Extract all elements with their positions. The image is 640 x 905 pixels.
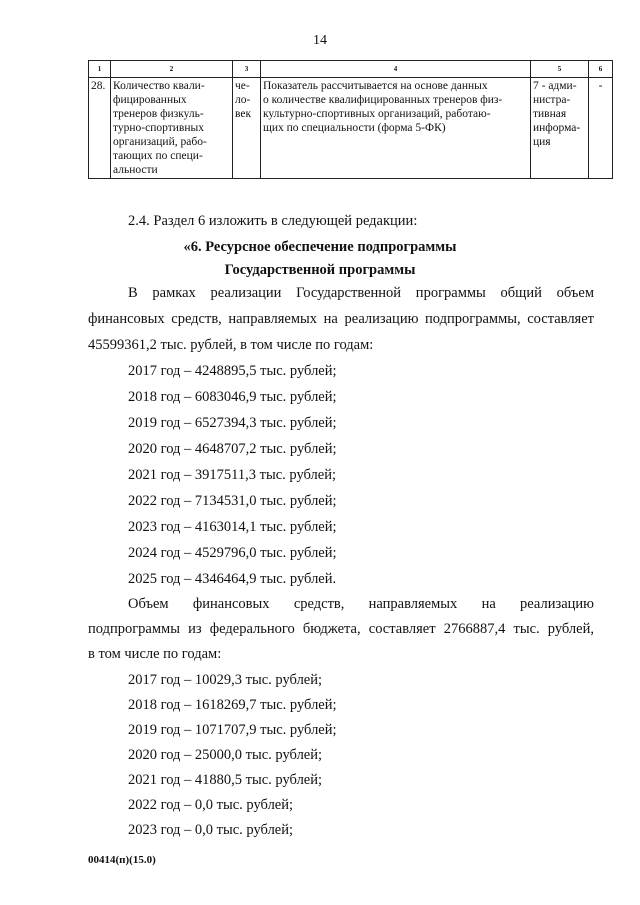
table-header-cell: 1 <box>89 61 111 78</box>
paragraph-line: подпрограммы из федерального бюджета, составляет 2766887,4 тыс. рублей, <box>88 621 594 637</box>
cell-line: ло- <box>235 94 251 106</box>
cell-line: век <box>235 108 252 120</box>
cell-line: альности <box>113 164 158 176</box>
cell-line: информа- <box>533 122 581 134</box>
section-heading: «6. Ресурсное обеспечение подпрограммы <box>183 239 457 255</box>
year-line: 2018 год – 6083046,9 тыс. рублей; <box>128 389 337 405</box>
unit-cell <box>233 78 261 179</box>
year-line: 2019 год – 6527394,3 тыс. рублей; <box>128 415 337 431</box>
cell-line: турно-спортивных <box>113 122 204 134</box>
year-line: 2024 год – 4529796,0 тыс. рублей; <box>128 545 337 561</box>
indicators-table <box>88 60 613 179</box>
year-line: 2017 год – 10029,3 тыс. рублей; <box>128 672 323 688</box>
method-cell <box>261 78 531 179</box>
cell-line: тающих по специ- <box>113 150 203 162</box>
year-line: 2021 год – 41880,5 тыс. рублей; <box>128 772 323 788</box>
paragraph-line: в том числе по годам: <box>88 646 222 662</box>
cell-line: нистра- <box>533 94 571 106</box>
cell-line: о количестве квалифицированных тренеров физ- <box>263 94 503 106</box>
year-line: 2021 год – 3917511,3 тыс. рублей; <box>128 467 336 483</box>
source-cell <box>531 78 589 179</box>
cell-line: фицированных <box>113 94 187 106</box>
year-line: 2023 год – 4163014,1 тыс. рублей; <box>128 519 337 535</box>
table-header-cell: 2 <box>111 61 233 78</box>
cell-line: тивная <box>533 108 567 120</box>
year-line: 2020 год – 4648707,2 тыс. рублей; <box>128 441 337 457</box>
table-header-row <box>89 61 613 78</box>
page-number: 14 <box>313 33 327 48</box>
cell-line: Показатель рассчитывается на основе данных <box>263 80 488 92</box>
year-line: 2020 год – 25000,0 тыс. рублей; <box>128 747 323 763</box>
cell-line: тренеров физкуль- <box>113 108 204 120</box>
paragraph-line: Объем финансовых средств, направляемых на реализацию <box>128 596 594 612</box>
cell-line: организаций, рабо- <box>113 136 207 148</box>
paragraph-line: 45599361,2 тыс. рублей, в том числе по годам: <box>88 337 374 353</box>
col6-cell: - <box>589 78 613 179</box>
year-line: 2025 год – 4346464,9 тыс. рублей. <box>128 571 337 587</box>
year-line: 2023 год – 0,0 тыс. рублей; <box>128 822 294 838</box>
paragraph-line: финансовых средств, направляемых на реализацию подпрограммы, составляет <box>88 311 594 327</box>
table-header-cell: 5 <box>531 61 589 78</box>
cell-line: ция <box>533 136 551 148</box>
cell-line: че- <box>235 80 250 92</box>
paragraph-line: В рамках реализации Государственной программы общий объем <box>128 285 594 301</box>
cell-line: щих по специальности (форма 5-ФК) <box>263 122 446 134</box>
section-heading: Государственной программы <box>224 262 416 278</box>
year-line: 2017 год – 4248895,5 тыс. рублей; <box>128 363 337 379</box>
table-header-cell: 3 <box>233 61 261 78</box>
row-number: 28. <box>89 78 111 179</box>
cell-line: 7 - адми- <box>533 80 577 92</box>
table-header-cell: 6 <box>589 61 613 78</box>
table-header-cell: 4 <box>261 61 531 78</box>
document-code: 00414(п)(15.0) <box>88 854 156 866</box>
year-line: 2018 год – 1618269,7 тыс. рублей; <box>128 697 337 713</box>
indicator-name <box>111 78 233 179</box>
year-line: 2022 год – 7134531,0 тыс. рублей; <box>128 493 337 509</box>
year-line: 2019 год – 1071707,9 тыс. рублей; <box>128 722 337 738</box>
cell-line: Количество квали- <box>113 80 205 92</box>
year-line: 2022 год – 0,0 тыс. рублей; <box>128 797 294 813</box>
table-row <box>89 78 613 179</box>
cell-line: культурно-спортивных организаций, работаю- <box>263 108 491 120</box>
intro-line: 2.4. Раздел 6 изложить в следующей редакции: <box>128 213 418 229</box>
